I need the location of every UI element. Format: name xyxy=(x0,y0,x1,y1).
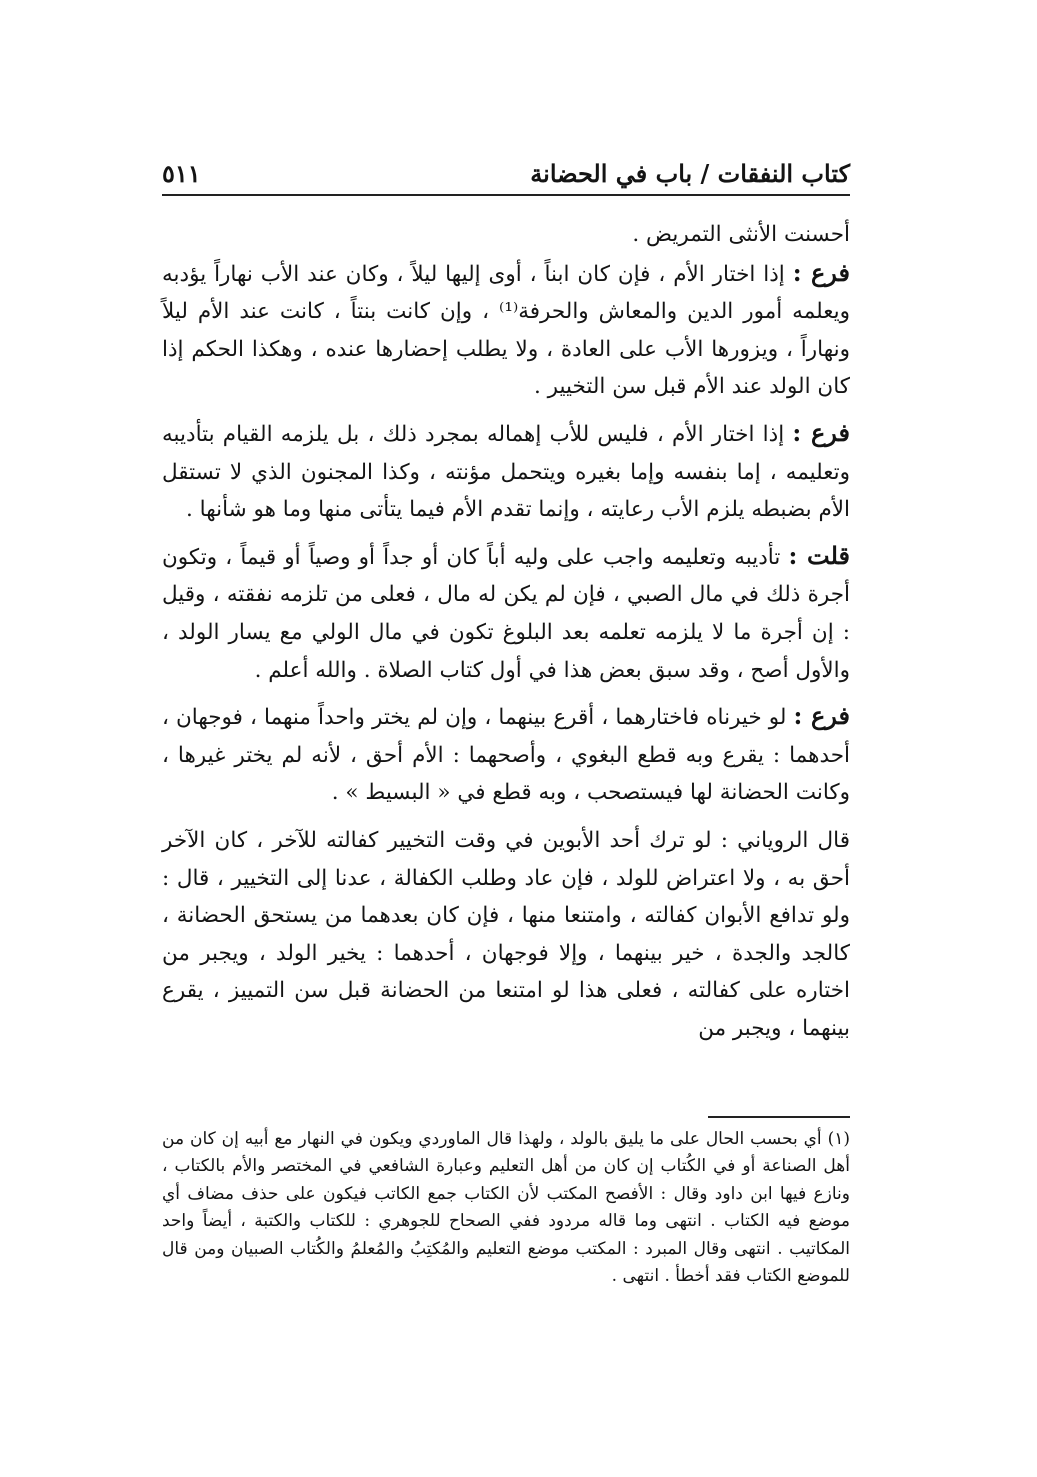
main-text xyxy=(162,214,850,1047)
paragraph xyxy=(162,254,850,406)
paragraph-lead: فرع : xyxy=(792,417,851,447)
footnote: (١) أي بحسب الحال على ما يليق بالولد ، ولهذا قال الماوردي ويكون في النهار مع أبيه إن كان من أهل الصناعة أو في الكُتاب إن كان من أهل التعليم وعبارة الشافعي في المختصر والأم بالكتاب ، ونازع فيها ابن داود وقال : الأفصح المكتب لأن الكتاب جمع الكاتب فيكون على حذف مضاف أي موضع فيه الكتاب . انتهى وما قاله مردود ففي الصحاح للجوهري : للكتاب والكتبة ، أيضاً واحد المكاتيب . انتهى وقال المبرد : المكتب موضع التعليم والمُكتِبُ والمُعلمُ والكُتاب الصبيان ومن قال للموضع الكتاب فقد أخطأ . انتهى . xyxy=(162,1129,850,1287)
running-header xyxy=(162,148,850,188)
paragraph-lead: قلت : xyxy=(788,540,850,570)
paragraph xyxy=(162,214,850,254)
header-divider xyxy=(162,194,850,196)
paragraph xyxy=(162,697,850,812)
footnote-divider xyxy=(708,1116,850,1118)
paragraph-lead: فرع : xyxy=(793,701,851,731)
paragraph-text: قال الروياني : لو ترك أحد الأبوين في وقت التخيير كفالته للآخر ، كان الآخر أحق به ، ولا اعتراض للولد ، فإن عاد وطلب الكفالة ، عدنا إلى التخيير ، قال : ولو تدافع الأبوان كفالته ، وامتنعا منها ، فإن كان بعدهما من يستحق الحضانة ، كالجد والجدة ، خير بينهما ، وإلا فوجهان ، أحدهما : يخير الولد ، ويجبر من اختاره على كفالته ، فعلى هذا لو امتنعا من الحضانة قبل سن التمييز ، يقرع بينهما ، ويجبر من xyxy=(162,827,850,1041)
paragraph-lead: فرع : xyxy=(792,257,851,287)
paragraph-text: إذا اختار الأم ، فليس للأب إهماله بمجرد ذلك ، بل يلزمه القيام بتأديبه وتعليمه ، إما بنفسه وإما بغيره ويتحمل مؤنته ، وكذا المجنون الذي لا تستقل الأم بضبطه يلزم الأب رعايته ، وإنما تقدم الأم فيما يتأتى منها وما هو شأنها . xyxy=(162,421,850,523)
footnotes xyxy=(162,1126,850,1290)
paragraph xyxy=(162,537,850,689)
running-title: كتاب النفقات / باب في الحضانة xyxy=(530,159,850,188)
paragraph xyxy=(162,414,850,529)
paragraph-text: تأديبه وتعليمه واجب على وليه أباً كان أو جداً أو وصياً أو قيماً ، وتكون أجرة ذلك في مال الصبي ، فإن لم يكن له مال ، فعلى من تلزمه نفقته ، وقيل : إن أجرة ما لا يلزمه تعلمه بعد البلوغ تكون في مال الولي مع يسار الولد ، والأول أصح ، وقد سبق بعض هذا في أول كتاب الصلاة . والله أعلم . xyxy=(162,544,850,683)
paragraph-text: لو خيرناه فاختارهما ، أقرع بينهما ، وإن لم يختر واحداً منهما ، فوجهان ، أحدهما : يقرع وبه قطع البغوي ، وأصحهما : الأم أحق ، لأنه لم يختر غيرها ، وكانت الحضانة لها فيستصحب ، وبه قطع في « البسيط » . xyxy=(162,705,850,806)
paragraph-text: أحسنت الأنثى التمريض . xyxy=(632,222,850,247)
page-number: ٥١١ xyxy=(162,159,201,188)
paragraph xyxy=(162,820,850,1048)
paragraph-text: إذا اختار الأم ، فإن كان ابناً ، أوى إليها ليلاً ، وكان عند الأب نهاراً يؤدبه ويعلمه أمور الدين والمعاش والحرفة⁽¹⁾ ، وإن كانت بنتاً ، كانت عند الأم ليلاً ونهاراً ، ويزورها الأب على العادة ، ولا يطلب إحضارها عنده ، وهكذا الحكم إذا كان الولد عند الأم قبل سن التخيير . xyxy=(162,261,850,400)
